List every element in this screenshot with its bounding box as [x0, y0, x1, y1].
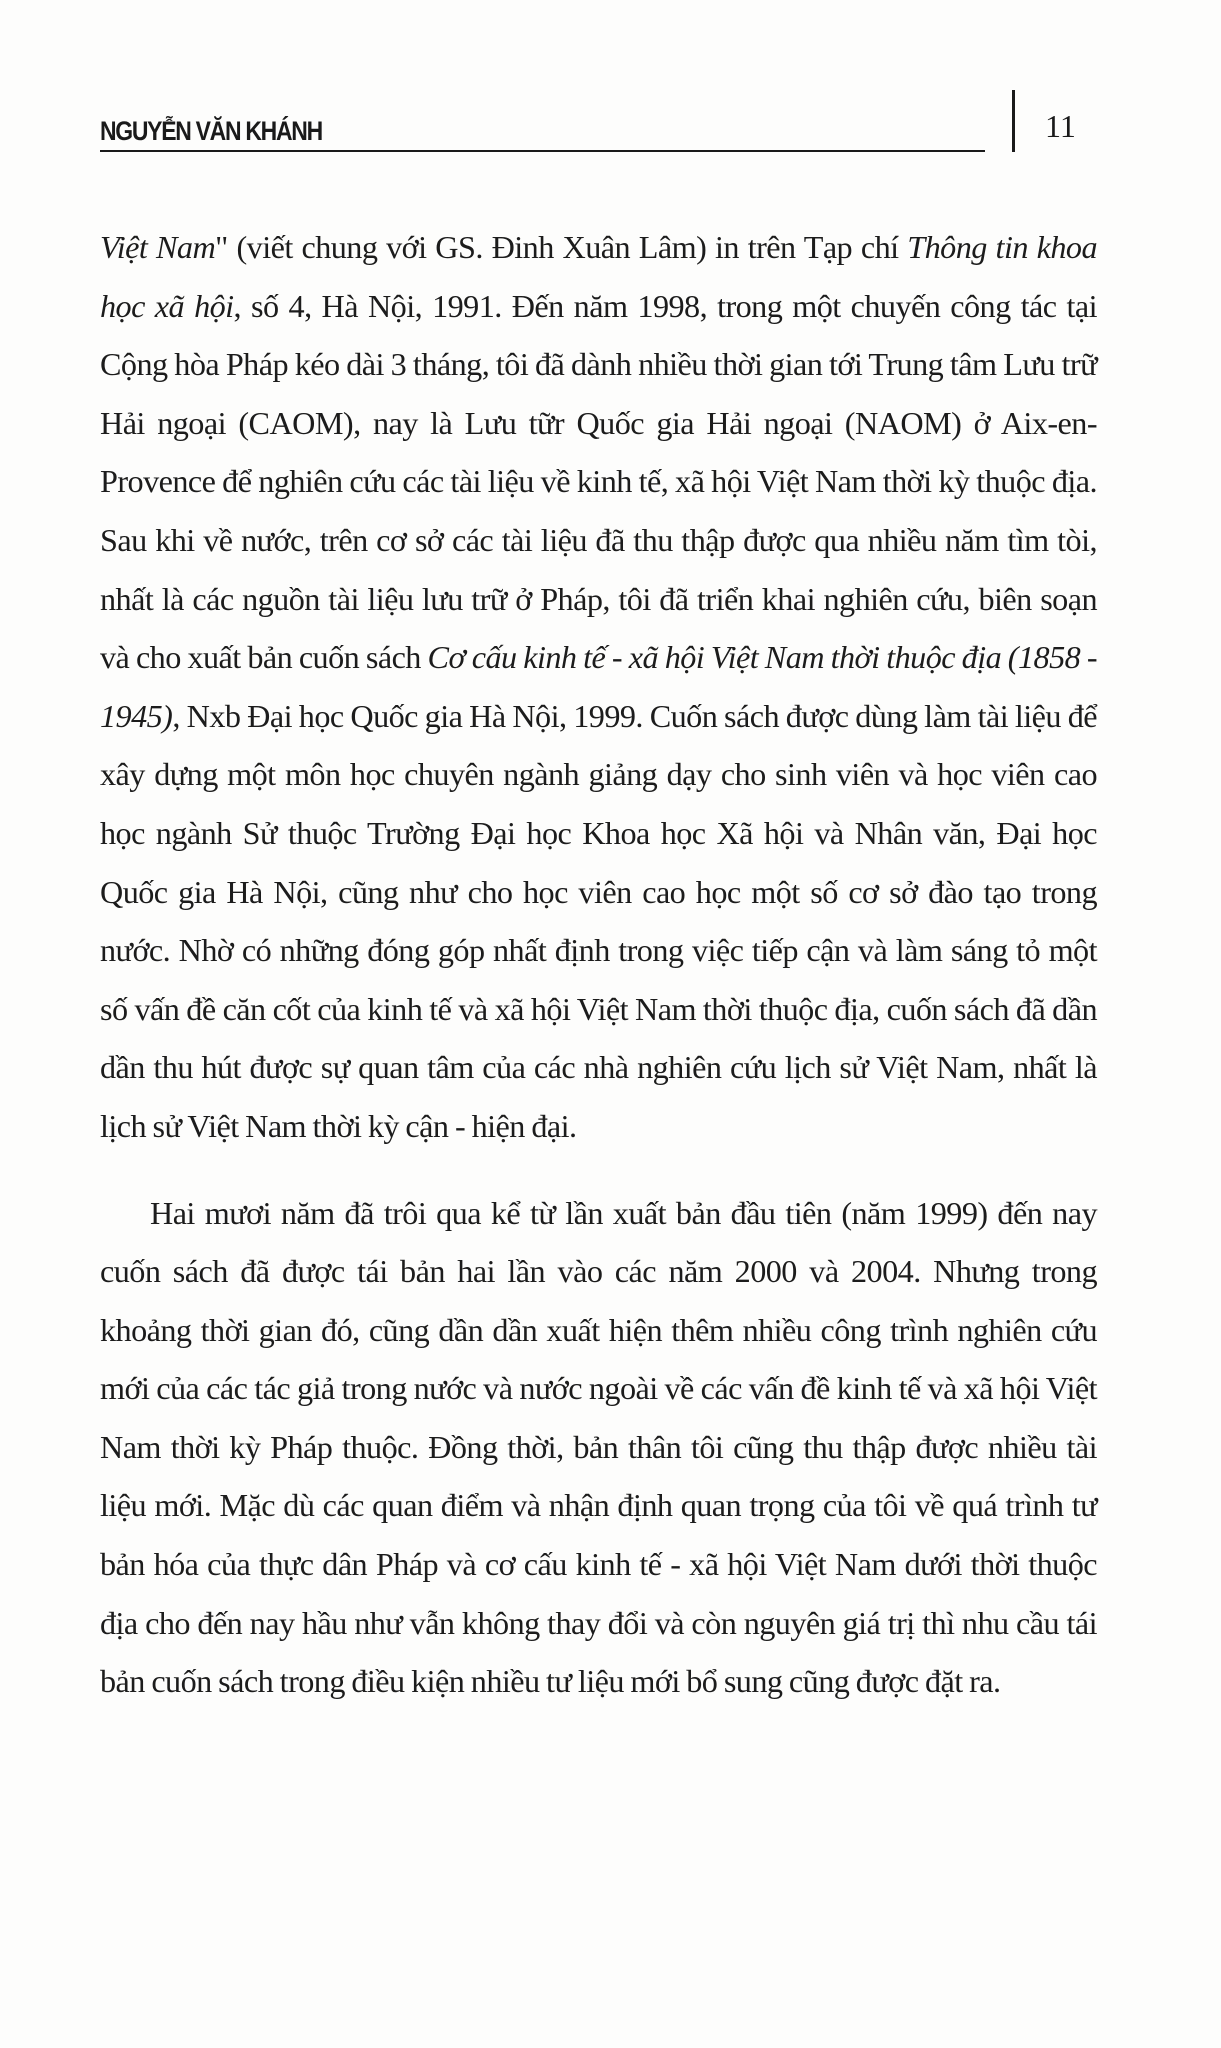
running-header — [100, 100, 1090, 160]
paragraph-2: Hai mươi năm đã trôi qua kể từ lần xuất bản đầu tiên (năm 1999) đến nay cuốn sách đã được tái bản hai lần vào các năm 2000 và 2004. Nhưng trong khoảng thời gian đó, cũng dần dần xuất hiện thêm nhiều công trình nghiên cứu mới của các tác giả trong nước và nước ngoài về các vấn đề kinh tế và xã hội Việt Nam thời kỳ Pháp thuộc. Đồng thời, bản thân tôi cũng thu thập được nhiều tài liệu mới. Mặc dù các quan điểm và nhận định quan trọng của tôi về quá trình tư bản hóa của thực dân Pháp và cơ cấu kinh tế - xã hội Việt Nam dưới thời thuộc địa cho đến nay hầu như vẫn không thay đổi và còn nguyên giá trị thì nhu cầu tái bản cuốn sách trong điều kiện nhiều tư liệu mới bổ sung cũng được đặt ra. — [100, 1194, 1097, 1700]
italic-book-title: Cơ cấu kinh tế - xã hội Việt Nam thời thuộc địa (1858 - 1945) — [100, 639, 1097, 734]
page-number: 11 — [1045, 108, 1076, 144]
header-rule — [100, 150, 985, 152]
italic-journal-name: Thông tin khoa học xã hội — [100, 229, 1098, 324]
header-vertical-rule — [1012, 90, 1015, 152]
paragraph-1-text-3: , Nxb Đại học Quốc gia Hà Nội, 1999. Cuốn sách được dùng làm tài liệu để xây dựng một môn học chuyên ngành giảng dạy cho sinh viên và học viên cao học ngành Sử thuộc Trường Đại học Khoa học Xã hội và Nhân văn, Đại học Quốc gia Hà Nội, cũng như cho học viên cao học một số cơ sở đào tạo trong nước. Nhờ có những đóng góp nhất định trong việc tiếp cận và làm sáng tỏ một số vấn đề căn cốt của kinh tế và xã hội Việt Nam thời thuộc địa, cuốn sách đã dần dần thu hút được sự quan tâm của các nhà nghiên cứu lịch sử Việt Nam, nhất là lịch sử Việt Nam thời kỳ cận - hiện đại. — [100, 697, 1097, 1144]
italic-title-end: Việt Nam — [100, 229, 216, 265]
header-author: NGUYỄN VĂN KHÁNH — [100, 116, 322, 146]
paragraph-1-text-2: , số 4, Hà Nội, 1991. Đến năm 1998, trong một chuyến công tác tại Cộng hòa Pháp kéo dài 3 tháng, tôi đã dành nhiều thời gian tới Trung tâm Lưu trữ Hải ngoại (CAOM), nay là Lưu tữr Quốc gia Hải ngoại (NAOM) ở Aix-en-Provence để nghiên cứu các tài liệu về kinh tế, xã hội Việt Nam thời kỳ thuộc địa. Sau khi về nước, trên cơ sở các tài liệu đã thu thập được qua nhiều năm tìm tòi, nhất là các nguồn tài liệu lưu trữ ở Pháp, tôi đã triển khai nghiên cứu, biên soạn và cho xuất bản cuốn sách — [100, 287, 1097, 676]
body-text — [100, 218, 1097, 1711]
paragraph-1-text-1: " (viết chung với GS. Đinh Xuân Lâm) in trên Tạp chí — [215, 229, 908, 265]
paragraph-1 — [100, 218, 1097, 1156]
